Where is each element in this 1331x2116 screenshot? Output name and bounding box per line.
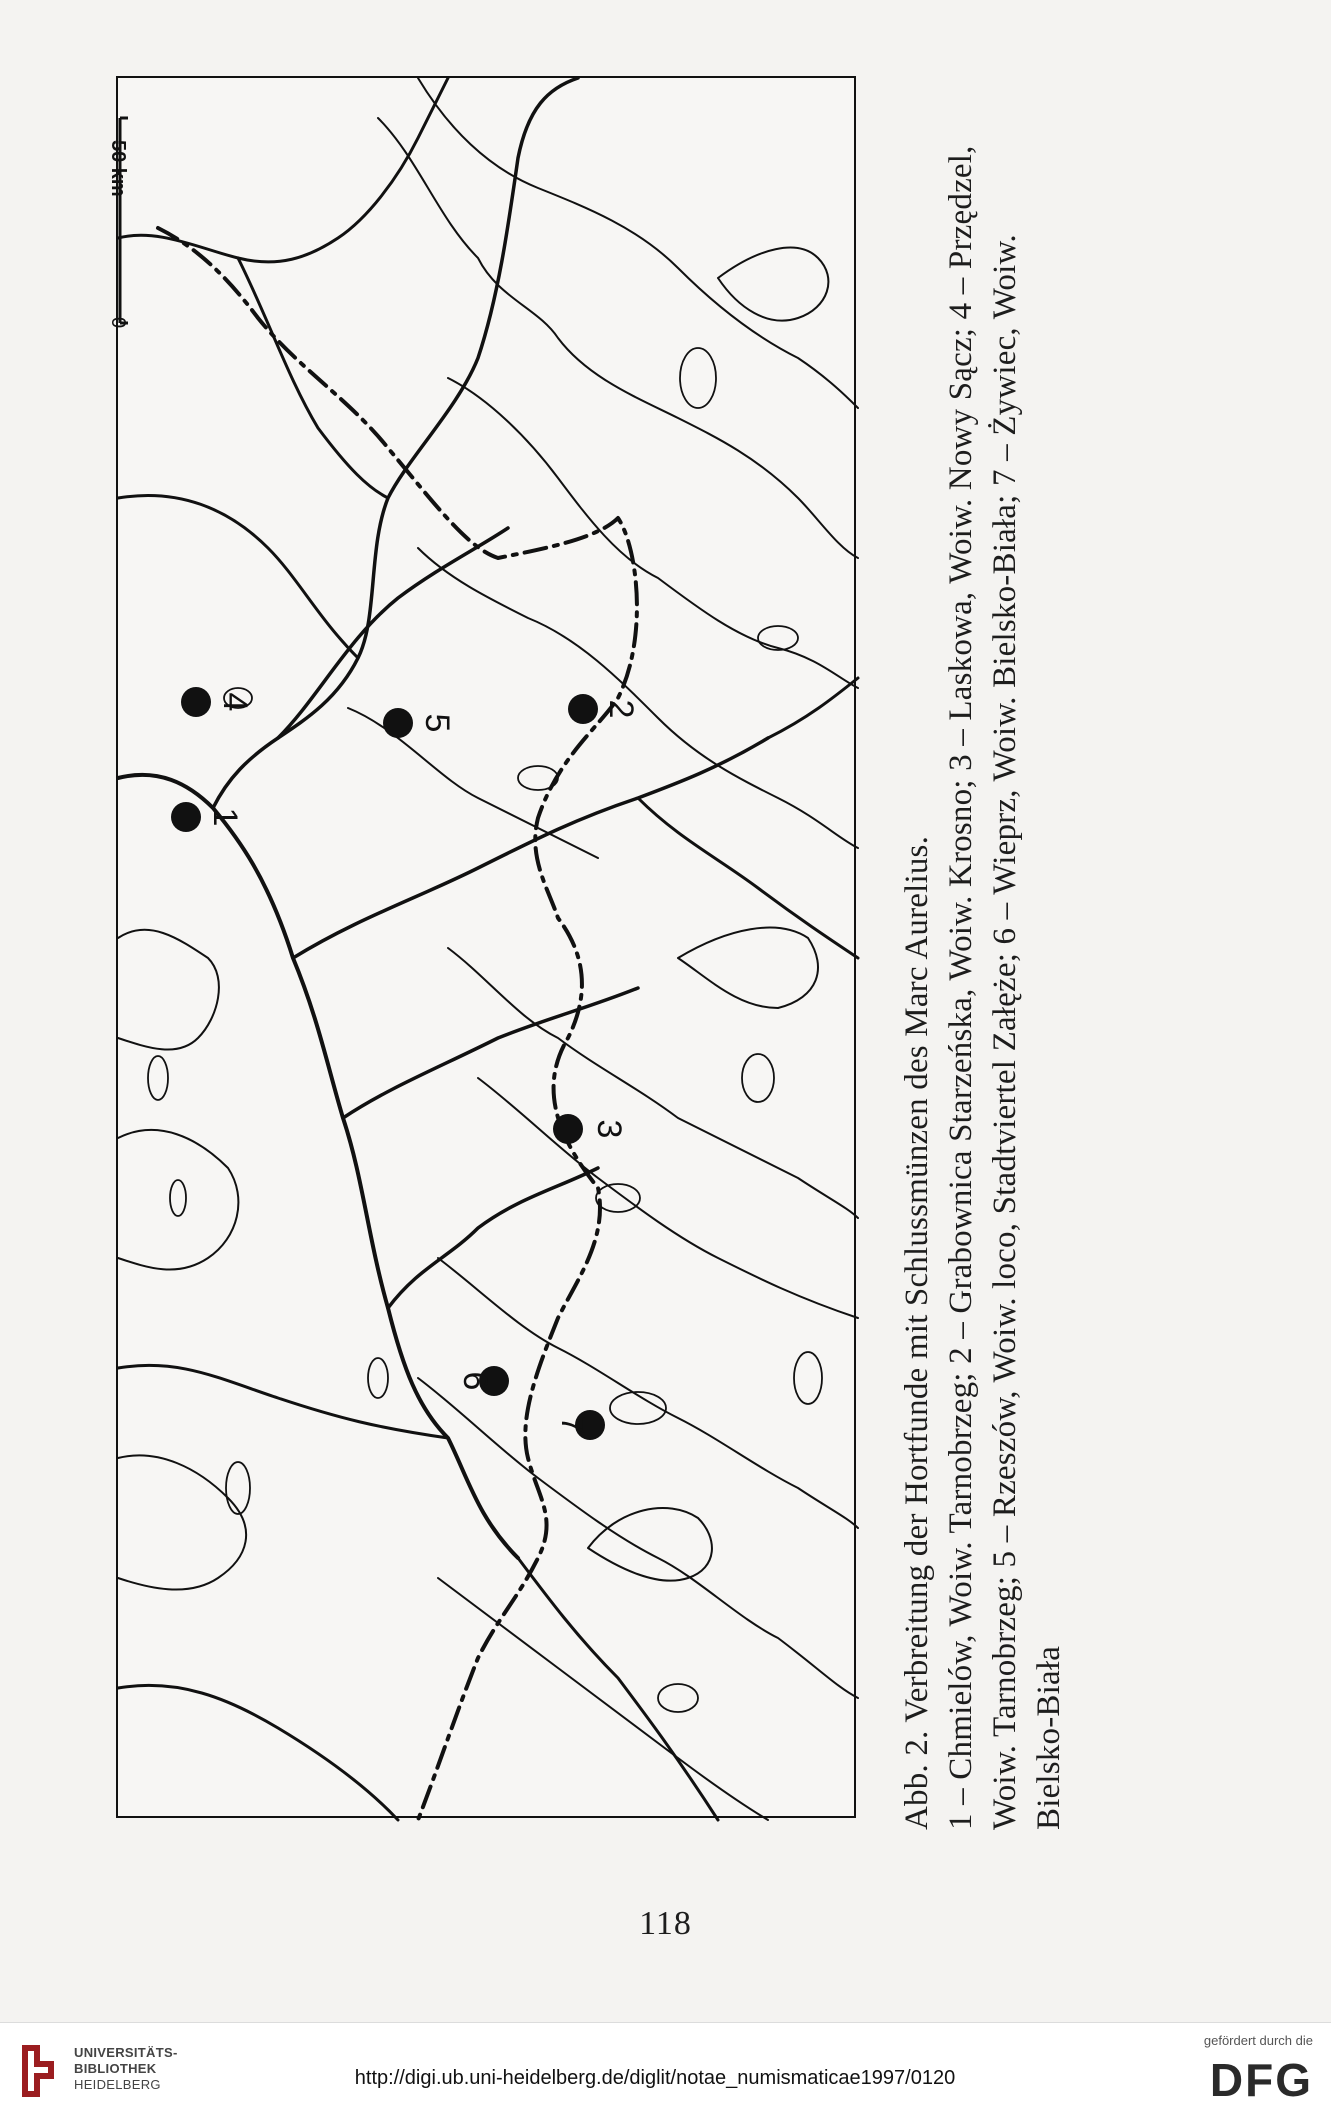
river <box>118 775 518 1558</box>
caption-line-1: 1 – Chmielów, Woiw. Tarnobrzeg; 2 – Grabownica Starzeńska, Woiw. Krosno; 3 – Laskowa, Woiw. Nowy Sącz; 4 – Przędzel, <box>943 145 979 1830</box>
find-site-label-3: 3 <box>590 1119 628 1139</box>
contour-line <box>118 1130 238 1270</box>
page-number: 118 <box>639 1905 692 1942</box>
caption-line-2: Woiw. Tarnobrzeg; 5 – Rzeszów, Woiw. loco, Stadtviertel Załęże; 6 – Wieprz, Woiw. Bielsko-Biała; 7 – Żywiec, Woiw. <box>987 234 1023 1830</box>
find-site-label-2: 2 <box>602 699 640 719</box>
dfg-logo: DFG <box>1209 2054 1313 2106</box>
contour-line <box>118 930 219 1050</box>
river <box>388 1168 598 1308</box>
funded-by-label: gefördert durch die <box>1203 2033 1313 2048</box>
river <box>293 738 768 958</box>
scale-label: 50 km <box>107 140 129 197</box>
find-site-marker-4 <box>181 687 211 717</box>
hill-outline <box>794 1352 822 1404</box>
find-site-marker-5 <box>383 708 413 738</box>
river <box>213 78 578 808</box>
find-site-label-5: 5 <box>418 713 456 733</box>
hill-outline <box>658 1684 698 1712</box>
river <box>118 1685 398 1820</box>
river <box>278 528 508 738</box>
map-drawing <box>107 78 858 1820</box>
footer-bar <box>0 2022 1331 2116</box>
contour-line <box>448 948 858 1218</box>
caption-line-3: Bielsko-Biała <box>1031 1645 1067 1830</box>
contour-line <box>588 1508 712 1581</box>
find-site-label-4: 4 <box>216 692 254 712</box>
university-library-name: UNIVERSITÄTS- BIBLIOTHEK HEIDELBERG <box>74 2045 178 2092</box>
river <box>343 988 638 1118</box>
contour-line <box>478 1078 858 1318</box>
find-site-marker-2 <box>568 694 598 724</box>
hill-outline <box>742 1054 774 1102</box>
hill-outline <box>680 348 716 408</box>
river <box>638 798 858 958</box>
hill-outline <box>596 1184 640 1212</box>
state-border <box>158 228 637 1820</box>
river <box>118 495 358 658</box>
map <box>107 76 856 1818</box>
river <box>238 258 388 498</box>
find-site-marker-1 <box>171 802 201 832</box>
find-site-label-7: 7 <box>554 1415 592 1435</box>
hill-outline <box>368 1358 388 1398</box>
find-site-label-1: 1 <box>206 807 244 827</box>
river <box>768 678 858 738</box>
contour-line <box>678 928 818 1008</box>
hill-outline <box>226 1462 250 1514</box>
contour-line <box>418 78 858 408</box>
contour-line <box>438 1578 768 1820</box>
caption-title: Abb. 2. Verbreitung der Hortfunde mit Schlussmünzen des Marc Aurelius. <box>899 835 935 1830</box>
hill-outline <box>148 1056 168 1100</box>
university-library-logo-icon <box>14 2041 64 2101</box>
river <box>118 1365 448 1438</box>
hill-outline <box>758 626 798 650</box>
find-site-label-6: 6 <box>456 1371 494 1391</box>
source-url-link[interactable]: http://digi.ub.uni-heidelberg.de/diglit/notae_numismaticae1997/0120 <box>354 2067 956 2089</box>
contour-line <box>378 118 858 558</box>
figure-caption <box>895 50 1065 1830</box>
river <box>518 1558 718 1820</box>
hill-outline <box>518 766 558 790</box>
find-site-marker-3 <box>553 1114 583 1144</box>
scale-zero-label: 0 <box>107 317 129 329</box>
contour-line <box>718 248 828 321</box>
hill-outline <box>170 1180 186 1216</box>
